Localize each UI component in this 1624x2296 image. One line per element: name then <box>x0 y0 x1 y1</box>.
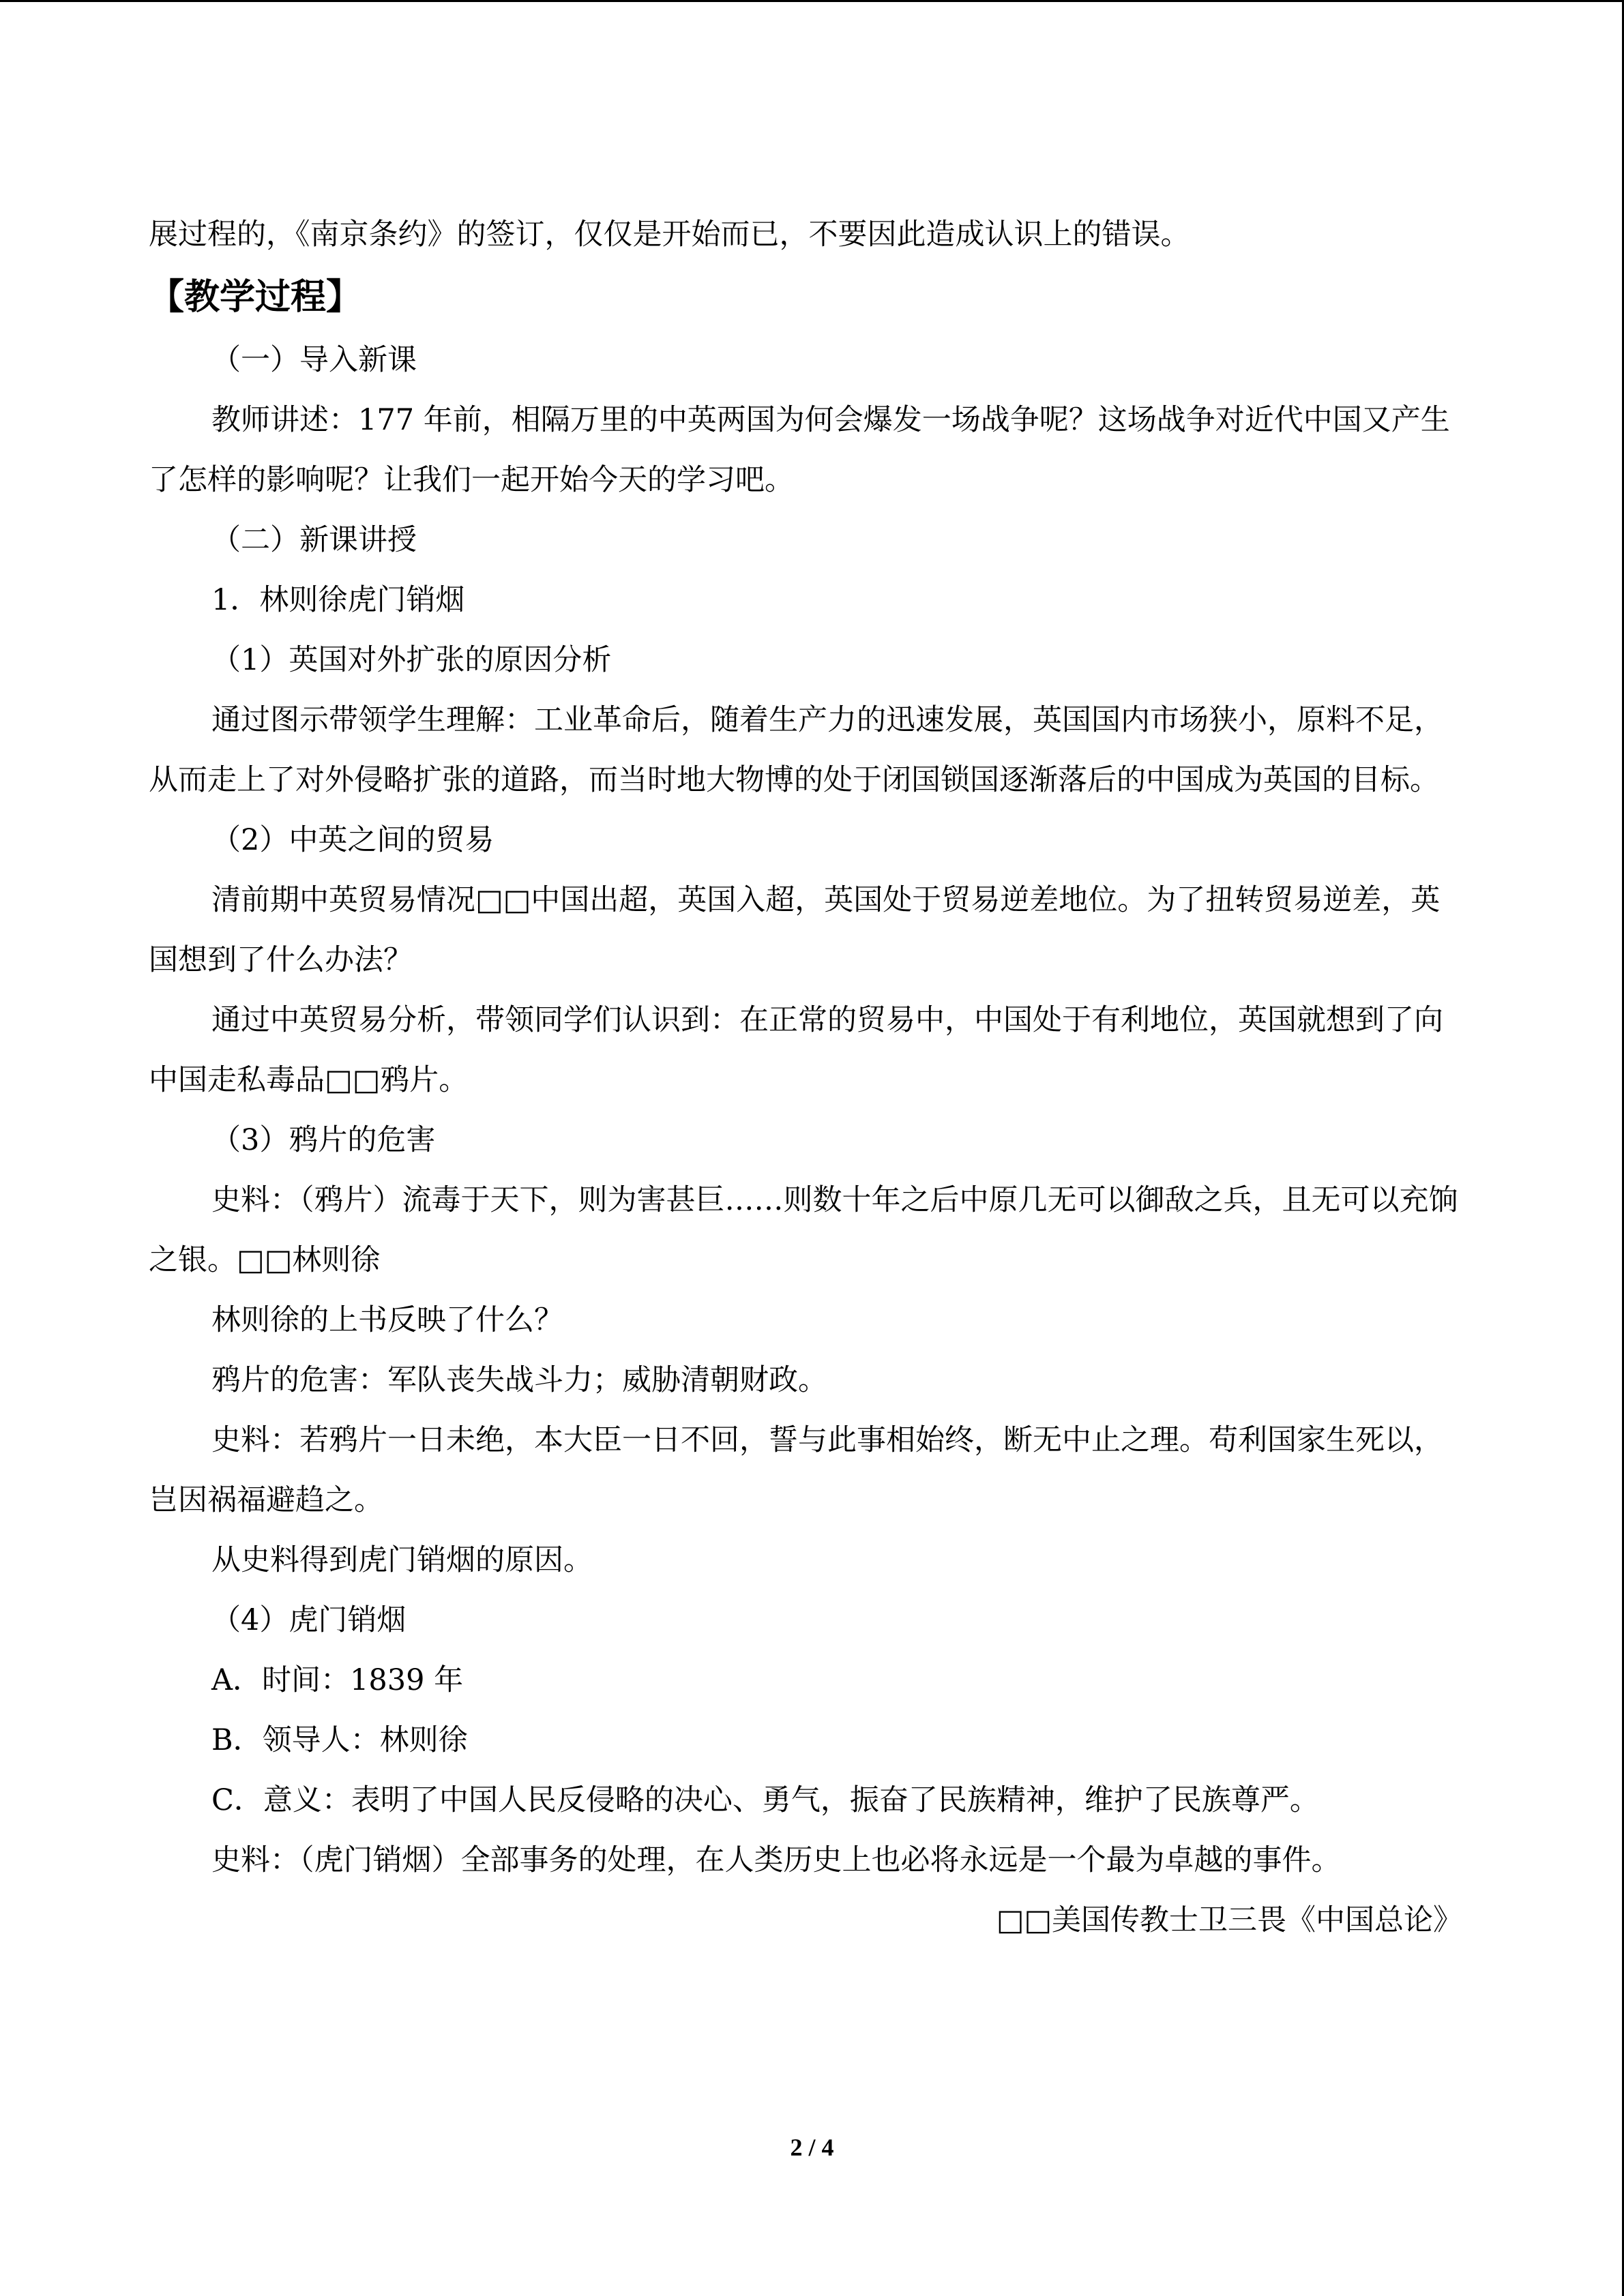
subheading-intro: （一）导入新课 <box>211 343 417 377</box>
page-number: 2 / 4 <box>790 2134 834 2161</box>
quote-attribution: □□美国传教士卫三畏《中国总论》 <box>996 1903 1462 1937</box>
list-item: B．领导人：林则徐 <box>211 1723 468 1757</box>
paragraph: 通过中英贸易分析，带领同学们认识到：在正常的贸易中，中国处于有利地位，英国就想到了向中国走私毒品□□鸦片。 <box>149 1003 1443 1097</box>
quote-paragraph: 史料：（鸦片）流毒于天下，则为害甚巨……则数十年之后中原几无可以御敌之兵，且无可以充饷之银。□□林则徐 <box>149 1183 1458 1277</box>
list-item: C．意义：表明了中国人民反侵略的决心、勇气，振奋了民族精神，维护了民族尊严。 <box>211 1783 1319 1817</box>
question-line: 林则徐的上书反映了什么？ <box>211 1303 563 1337</box>
paragraph: 鸦片的危害：军队丧失战斗力；威胁清朝财政。 <box>211 1363 827 1397</box>
document-body <box>149 205 1462 1950</box>
quote-paragraph: 史料：若鸦片一日未绝，本大臣一日不回，誓与此事相始终，断无中止之理。苟利国家生死以，岂因祸福避趋之。 <box>149 1423 1443 1517</box>
paragraph: 从史料得到虎门销烟的原因。 <box>211 1543 593 1577</box>
topic-heading: 1．林则徐虎门销烟 <box>211 583 465 617</box>
list-item: A．时间：1839 年 <box>211 1663 464 1697</box>
paragraph: 通过图示带领学生理解：工业革命后，随着生产力的迅速发展，英国国内市场狭小，原料不足，从而走上了对外侵略扩张的道路，而当时地大物博的处于闭国锁国逐渐落后的中国成为英国的目标。 <box>149 703 1443 797</box>
quote-paragraph: 史料：（虎门销烟）全部事务的处理，在人类历史上也必将永远是一个最为卓越的事件。 <box>211 1843 1341 1877</box>
paragraph-continuation: 展过程的，《南京条约》的签订，仅仅是开始而已，不要因此造成认识上的错误。 <box>149 218 1190 252</box>
subtopic-heading: （2）中英之间的贸易 <box>211 823 494 857</box>
subheading-new-lesson: （二）新课讲授 <box>211 523 417 557</box>
paragraph: 教师讲述：177 年前，相隔万里的中英两国为何会爆发一场战争呢？这场战争对近代中国又产生了怎样的影响呢？让我们一起开始今天的学习吧。 <box>149 403 1450 497</box>
subtopic-heading: （3）鸦片的危害 <box>211 1123 436 1157</box>
subtopic-heading: （1）英国对外扩张的原因分析 <box>211 643 612 677</box>
paragraph: 清前期中英贸易情况□□中国出超，英国入超，英国处于贸易逆差地位。为了扭转贸易逆差，英国想到了什么办法？ <box>149 883 1441 977</box>
subtopic-heading: （4）虎门销烟 <box>211 1603 407 1637</box>
top-border <box>0 0 1624 2</box>
section-heading: 【教学过程】 <box>149 276 362 318</box>
